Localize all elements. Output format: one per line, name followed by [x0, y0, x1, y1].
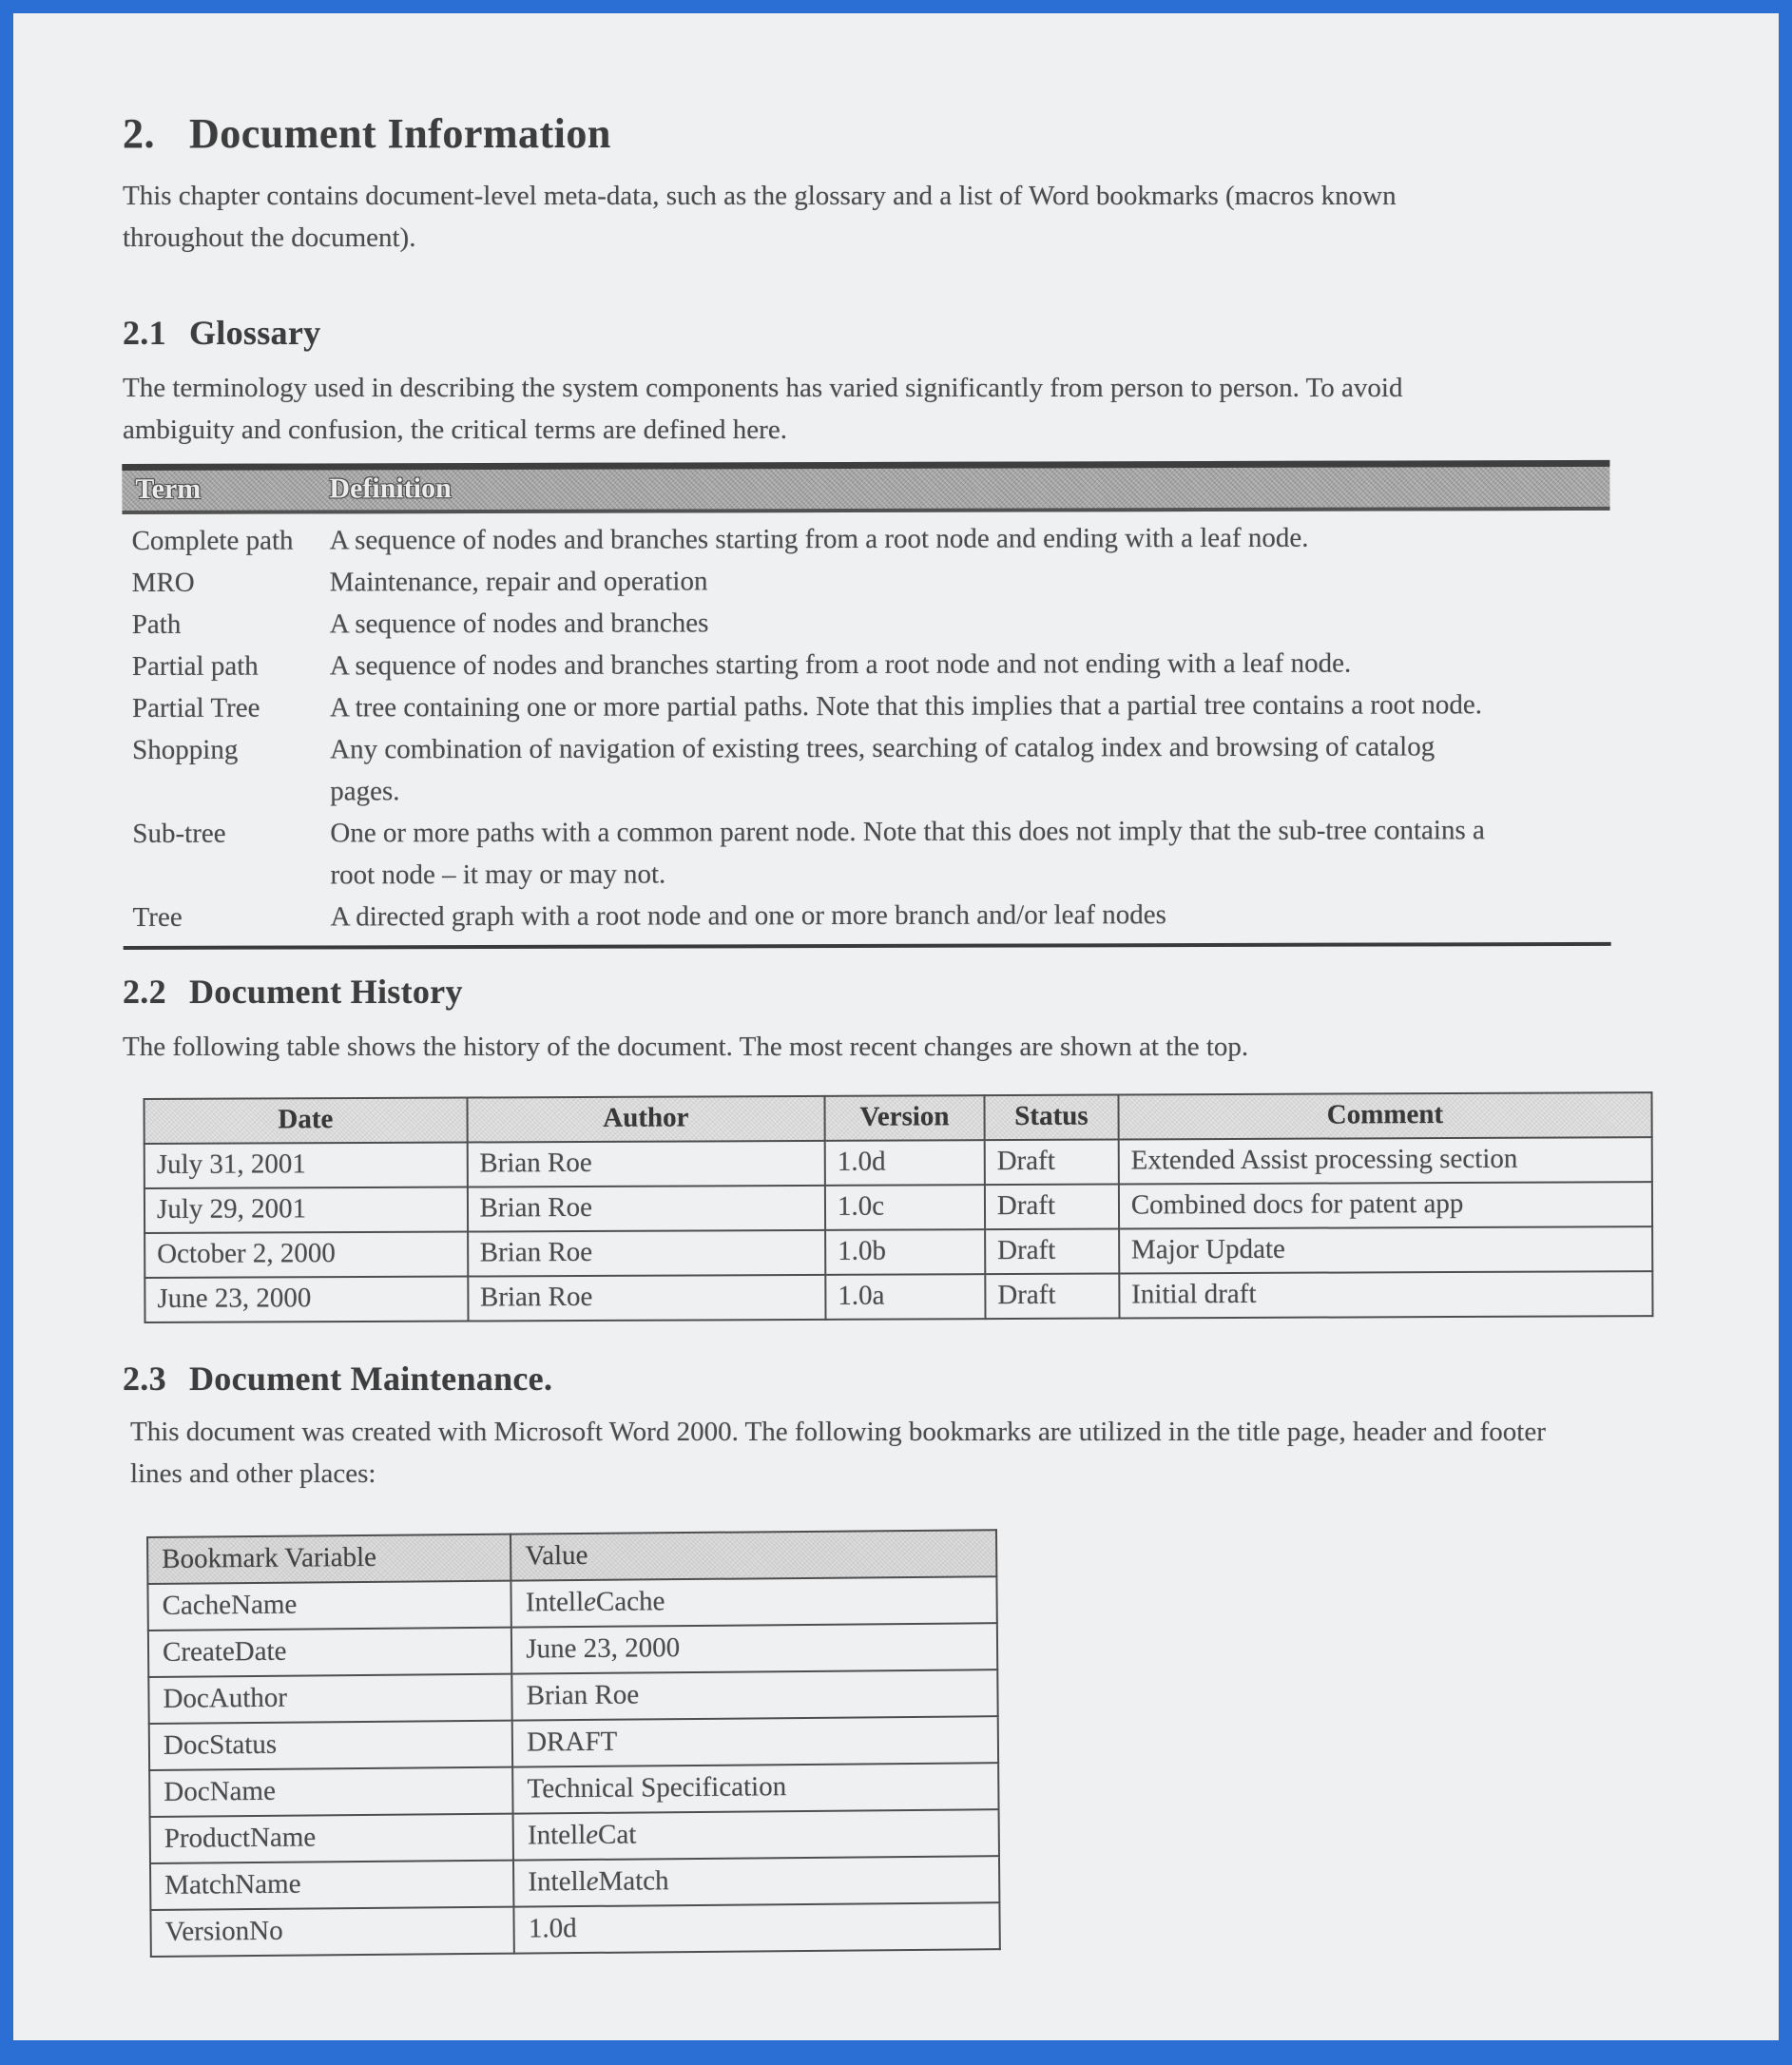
- glossary-term: Partial Tree: [131, 692, 260, 724]
- glossary-term: Partial path: [131, 650, 259, 682]
- history-status: Draft: [985, 1184, 1119, 1229]
- history-comment: Major Update: [1119, 1226, 1652, 1273]
- glossary-term: MRO: [131, 567, 195, 598]
- history-title: Document History: [189, 972, 463, 1011]
- history-version: 1.0b: [825, 1229, 985, 1275]
- history-date: October 2, 2000: [145, 1231, 468, 1277]
- history-author: Brian Roe: [467, 1141, 825, 1187]
- glossary-row: [132, 725, 1610, 813]
- history-header-author: Author: [467, 1096, 825, 1143]
- bookmark-variable: DocAuthor: [148, 1673, 512, 1723]
- bookmark-row: [150, 1809, 999, 1863]
- glossary-intro: The terminology used in describing the system components has varied significantly from person to person. To avoid ambiguity and confusion, the critical terms are defined here.: [123, 372, 1403, 445]
- bookmark-table: [146, 1529, 1001, 1958]
- bookmark-variable: CacheName: [147, 1580, 511, 1630]
- document-page: [13, 13, 1779, 2040]
- glossary-definition: A directed graph with a root node and one or more branch and/or leaf nodes: [330, 899, 1166, 933]
- history-row: [145, 1271, 1652, 1322]
- maintenance-title: Document Maintenance.: [189, 1359, 553, 1398]
- bookmark-value: Technical Specification: [512, 1763, 998, 1813]
- history-header-status: Status: [984, 1094, 1118, 1140]
- maintenance-number: 2.3: [123, 1359, 166, 1398]
- bookmark-row: [147, 1576, 996, 1631]
- glossary-definition: A sequence of nodes and branches starting from a root node and ending with a leaf node.: [329, 522, 1309, 556]
- bookmark-value: IntelleCache: [511, 1576, 997, 1627]
- bookmark-header-row: [147, 1530, 996, 1584]
- bookmark-value: Brian Roe: [512, 1669, 998, 1720]
- bookmark-row: [149, 1716, 998, 1770]
- bookmark-variable: ProductName: [150, 1813, 514, 1862]
- history-version: 1.0a: [825, 1274, 985, 1320]
- glossary-definition: A sequence of nodes and branches starting from a root node and not ending with a leaf node.: [329, 647, 1352, 682]
- glossary-title: Glossary: [189, 314, 321, 353]
- history-header-date: Date: [144, 1097, 467, 1143]
- glossary-term: Path: [131, 608, 182, 640]
- history-version: 1.0c: [825, 1185, 985, 1230]
- bookmark-row: [149, 1763, 998, 1817]
- bookmark-row: [150, 1902, 999, 1957]
- glossary-table-header: [122, 460, 1609, 514]
- bookmark-variable: MatchName: [150, 1860, 514, 1909]
- history-header-row: [144, 1092, 1651, 1144]
- history-date: July 31, 2001: [145, 1142, 468, 1187]
- history-status: Draft: [985, 1273, 1119, 1319]
- glossary-row: [132, 642, 1610, 687]
- history-author: Brian Roe: [468, 1230, 826, 1277]
- history-date: June 23, 2000: [145, 1276, 468, 1322]
- glossary-header-term: Term: [135, 473, 202, 505]
- bookmark-value: June 23, 2000: [511, 1623, 997, 1673]
- history-header-comment: Comment: [1118, 1092, 1651, 1139]
- history-row: [145, 1137, 1652, 1188]
- bookmark-variable: DocName: [149, 1766, 513, 1816]
- history-heading: [123, 972, 1589, 1011]
- glossary-table-body: [122, 511, 1610, 946]
- glossary-number: 2.1: [123, 314, 166, 353]
- bookmark-row: [148, 1623, 997, 1677]
- history-comment: Initial draft: [1119, 1271, 1652, 1318]
- bookmark-variable: DocStatus: [149, 1720, 513, 1769]
- chapter-number: 2.: [123, 110, 155, 157]
- history-version: 1.0d: [825, 1140, 985, 1186]
- bookmark-header-value: Value: [511, 1530, 996, 1580]
- maintenance-intro: This document was created with Microsoft Word 2000. The following bookmarks are utilized in the title page, header and footer lines and other places:: [130, 1416, 1546, 1489]
- glossary-definition: Maintenance, repair and operation: [329, 566, 708, 598]
- glossary-definition: One or more paths with a common parent node. Note that this does not imply that the sub-tree contains a root node – it may or may not.: [330, 815, 1485, 891]
- chapter-heading: [123, 112, 1589, 156]
- history-row: [145, 1182, 1652, 1233]
- bookmark-row: [148, 1669, 997, 1724]
- glossary-row: [132, 558, 1610, 604]
- glossary-term: Sub-tree: [132, 818, 226, 849]
- bookmark-row: [150, 1856, 999, 1910]
- history-intro: The following table shows the history of the document. The most recent changes are shown at the top.: [123, 1031, 1249, 1062]
- bookmark-value: 1.0d: [514, 1902, 1000, 1953]
- history-author: Brian Roe: [468, 1275, 826, 1322]
- history-date: July 29, 2001: [145, 1187, 468, 1232]
- bookmark-value: DRAFT: [512, 1716, 998, 1766]
- glossary-table: [122, 460, 1610, 950]
- history-status: Draft: [985, 1139, 1119, 1185]
- chapter-intro: This chapter contains document-level meta-data, such as the glossary and a list of Word bookmarks (macros known throughout the document).: [123, 181, 1397, 254]
- bookmark-value: IntelleCat: [513, 1809, 999, 1860]
- glossary-heading: [123, 316, 1589, 352]
- history-number: 2.2: [123, 972, 166, 1011]
- chapter-title: Document Information: [189, 110, 611, 157]
- history-comment: Combined docs for patent app: [1119, 1182, 1652, 1228]
- glossary-row: [132, 684, 1610, 729]
- bookmark-value: IntelleMatch: [513, 1856, 999, 1906]
- history-status: Draft: [985, 1228, 1119, 1274]
- glossary-header-definition: Definition: [329, 473, 452, 505]
- bookmark-variable: CreateDate: [148, 1627, 512, 1676]
- glossary-definition: Any combination of navigation of existing trees, searching of catalog index and browsing of catalog pages.: [330, 731, 1436, 807]
- history-row: [145, 1226, 1652, 1278]
- glossary-row: [133, 893, 1611, 938]
- glossary-definition: A sequence of nodes and branches: [329, 608, 709, 640]
- glossary-term: Tree: [132, 901, 183, 933]
- glossary-row: [131, 516, 1609, 562]
- glossary-row: [132, 809, 1610, 897]
- glossary-definition: A tree containing one or more partial paths. Note that this implies that a partial tree contains a root node.: [329, 689, 1483, 724]
- glossary-term: Complete path: [131, 525, 294, 556]
- bookmark-header-variable: Bookmark Variable: [147, 1534, 511, 1583]
- glossary-row: [132, 600, 1610, 646]
- history-header-version: Version: [824, 1095, 984, 1141]
- maintenance-heading: [123, 1361, 1589, 1398]
- bookmark-variable: VersionNo: [150, 1906, 514, 1956]
- history-comment: Extended Assist processing section: [1118, 1137, 1651, 1184]
- history-author: Brian Roe: [467, 1186, 825, 1232]
- history-table: [143, 1091, 1653, 1323]
- glossary-term: Shopping: [132, 734, 239, 765]
